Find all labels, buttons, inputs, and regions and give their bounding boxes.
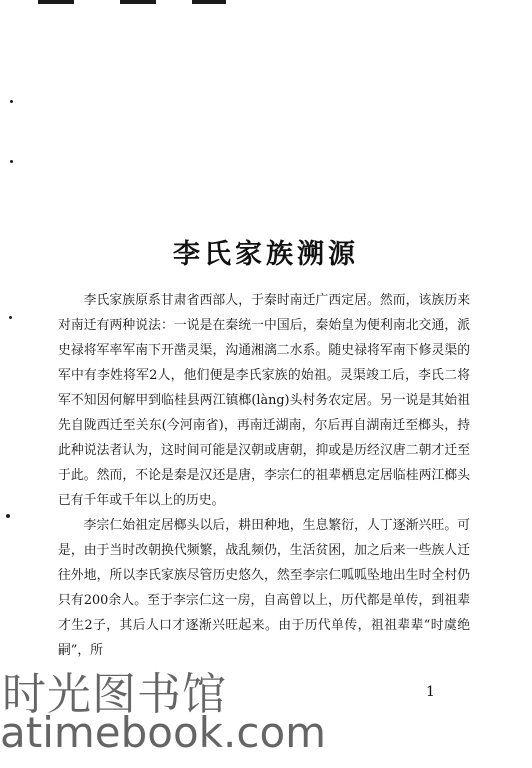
watermark-site-url: atimebook.com <box>0 708 327 757</box>
paragraph-1: 李氏家族原系甘肃省西部人，于秦时南迁广西定居。然而，该族历来对南迁有两种说法：一说是在秦统一中国后，秦始皇为便利南北交通，派史禄将军率军南下开凿灵渠，沟通湘漓二水系。随史禄将军南下修灵渠的军中有李姓将军2人，他们便是李氏家族的始祖。灵渠竣工后，李氏二将军不知因何解甲到临桂县两江镇榔(làng)头村务农定居。另一说是其始祖先自陇西迁至关东(今河南省)，再南迁湖南，尔后再自湖南迁至榔头，持此种说法者认为，这时间可能是汉朝或唐朝，抑或是历经汉唐二朝才迁至于此。然而，不论是秦是汉还是唐，李宗仁的祖辈栖息定居临桂两江榔头已有千年或千年以上的历史。 <box>58 293 470 508</box>
scan-edge-mark <box>38 0 74 4</box>
paragraph-2: 李宗仁始祖定居榔头以后，耕田种地，生息繁衍，人丁逐渐兴旺。可是，由于当时改朝换代频繁，战乱频仍，生活贫困，加之后来一些族人迁往外地，所以李氏家族尽管历史悠久，然至李宗仁呱呱坠地出生时全村仍只有200余人。至于李宗仁这一房，自高曾以上，历代都是单传，到祖辈才生2子，其后人口才逐渐兴旺起来。由于历代单传，祖祖辈辈“时虞绝嗣”，所 <box>58 518 470 658</box>
scan-edge-mark <box>120 0 156 4</box>
scan-speck <box>10 160 13 163</box>
scan-speck <box>10 100 13 103</box>
watermark-site-name: 时光图书馆 <box>2 669 227 720</box>
chapter-body <box>58 288 470 663</box>
scan-speck <box>9 316 12 319</box>
page-number: 1 <box>426 684 435 700</box>
chapter-title: 李氏家族溯源 <box>173 239 359 271</box>
scan-edge-mark <box>192 0 226 4</box>
scan-speck <box>6 514 10 518</box>
scan-edge-marks <box>0 0 532 6</box>
